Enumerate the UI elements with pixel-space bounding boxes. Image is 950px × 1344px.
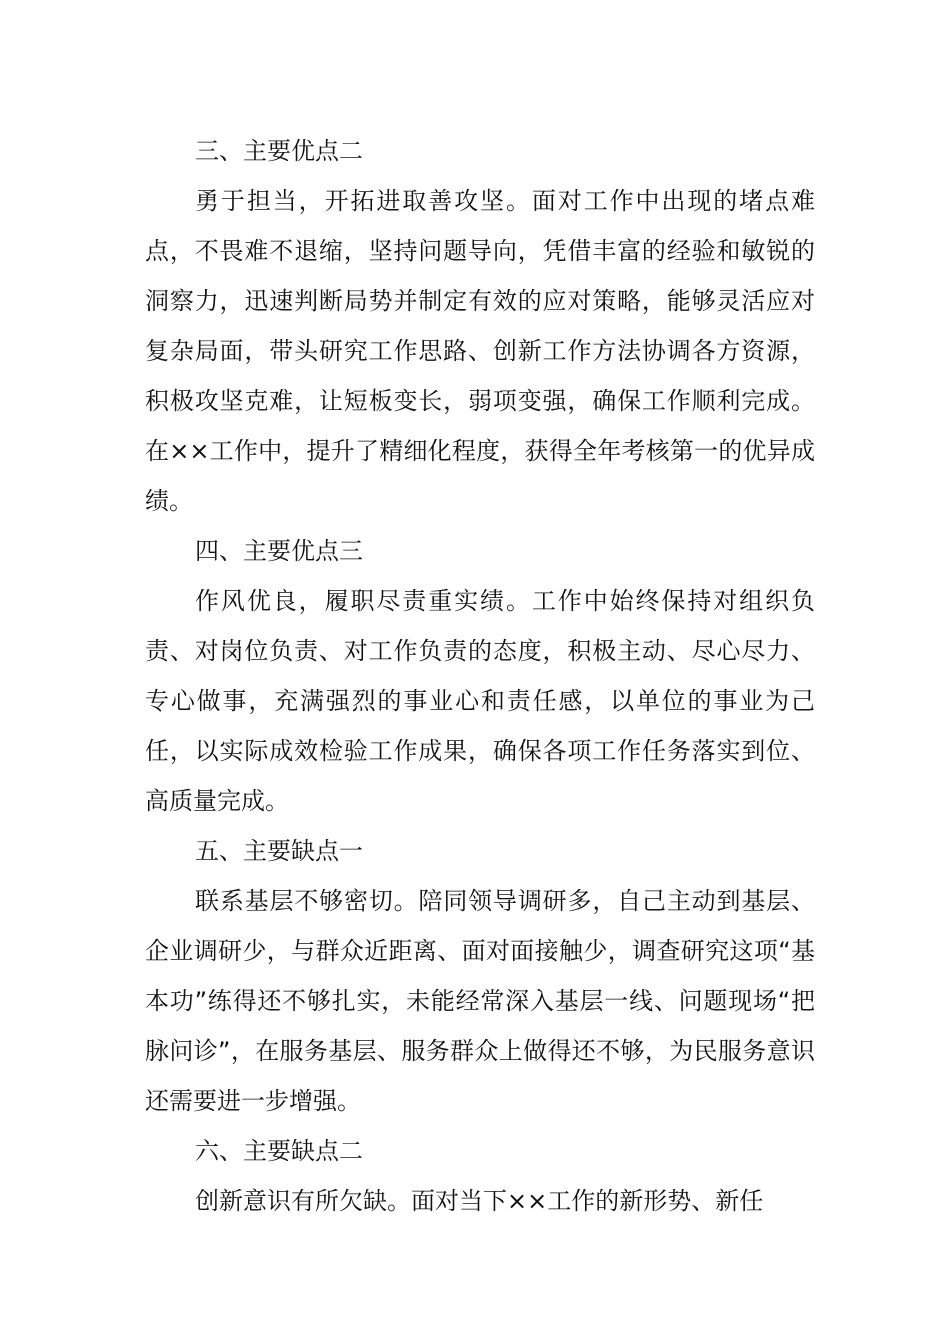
section-paragraph: 勇于担当，开拓进取善攻坚。面对工作中出现的堵点难点，不畏难不退缩，坚持问题导向，凭借丰富的经验和敏锐的洞察力，迅速判断局势并制定有效的应对策略，能够灵活应对复杂局面，带头研究工作思路、创新工作方法协调各方资源，积极攻坚克难，让短板变长，弱项变强，确保工作顺利完成。在××工作中，提升了精细化程度，获得全年考核第一的优异成绩。 <box>145 187 815 515</box>
section-heading: 三、主要优点二 <box>195 137 363 165</box>
section-heading: 五、主要缺点一 <box>195 837 363 865</box>
section-heading: 四、主要优点三 <box>195 537 363 565</box>
section-paragraph: 联系基层不够密切。陪同领导调研多，自己主动到基层、企业调研少，与群众近距离、面对面接触少，调查研究这项“基本功”练得还不够扎实，未能经常深入基层一线、问题现场“把脉问诊”，在服务基层、服务群众上做得还不够，为民服务意识还需要进一步增强。 <box>145 887 815 1115</box>
document-body <box>145 126 815 1226</box>
section-paragraph: 作风优良，履职尽责重实绩。工作中始终保持对组织负责、对岗位负责、对工作负责的态度，积极主动、尽心尽力、专心做事，充满强烈的事业心和责任感，以单位的事业为己任，以实际成效检验工作成果，确保各项工作任务落实到位、高质量完成。 <box>145 587 815 815</box>
section-paragraph: 创新意识有所欠缺。面对当下××工作的新形势、新任 <box>195 1187 764 1215</box>
section-heading: 六、主要缺点二 <box>195 1137 363 1165</box>
